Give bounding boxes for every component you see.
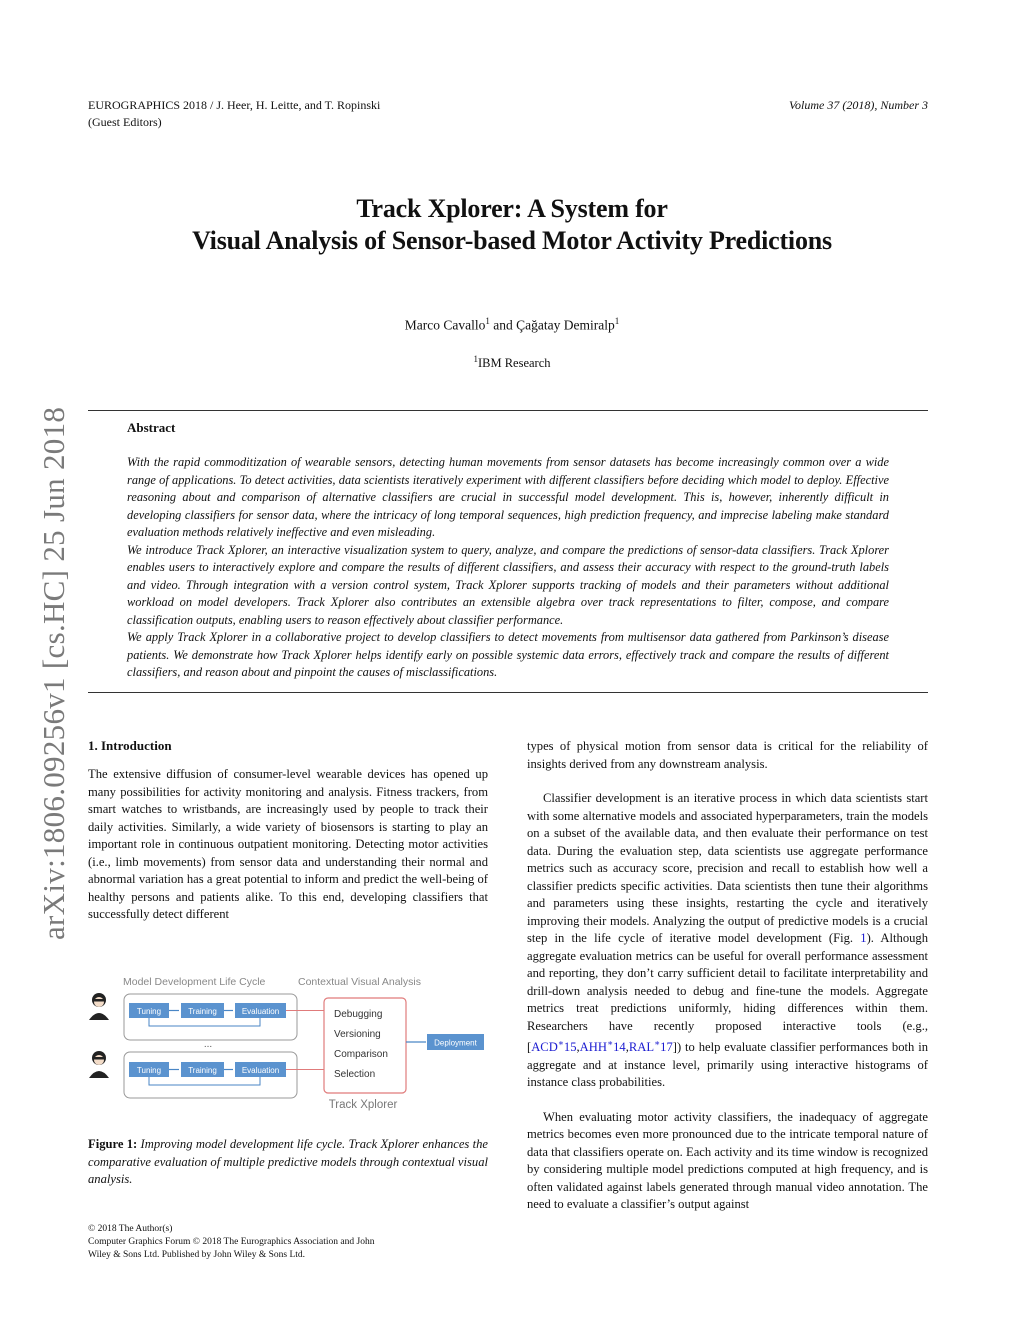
paper-title	[80, 193, 944, 257]
copyright-line: Wiley & Sons Ltd. Published by John Wiley & Sons Ltd.	[88, 1250, 306, 1260]
comparison-label: Comparison	[334, 1049, 388, 1060]
body-paragraph: The extensive diffusion of consumer-level wearable devices has opened up many possibilities for activity monitoring and analysis. Fitness trackers, from smart watches to wristbands, are increasingly used by people to track their daily activities. Similarly, a wide variety of biosensors is starting to play an important role in continuous outpatient monitoring. Detecting motor activities (i.e., limb movements) from sensor data and understanding their normal and abnormal variation has a great potential to inform and predict the well-being of healthy persons and patients alike. To this end, developing classifiers that successfully detect different	[88, 767, 488, 921]
evaluation-label: Evaluation	[241, 1066, 280, 1075]
abstract-paragraph: We apply Track Xplorer in a collaborative project to develop classifiers to detect movements from multisensor data gathered from Parkinson’s disease patients. We demonstrate how Track Xplorer helps identify early on possible systemic data errors, effectively track and compare the results of different classifiers, and reason about and pinpoint the causes of misclassifications.	[127, 630, 889, 679]
affiliation-marker: 1	[614, 316, 620, 326]
affiliation-marker: 1	[473, 354, 478, 364]
author-name: Marco Cavallo	[404, 317, 486, 333]
training-label: Training	[188, 1066, 217, 1075]
copyright-line: © 2018 The Author(s)	[88, 1224, 173, 1234]
affiliation-marker: 1	[485, 316, 490, 326]
versioning-label: Versioning	[334, 1029, 381, 1040]
user-icon	[89, 993, 109, 1020]
debugging-label: Debugging	[334, 1009, 383, 1020]
deployment-label: Deployment	[434, 1038, 477, 1048]
body-paragraph: Classifier development is an iterative process in which data scientists start with some alternative models and associated hyperparameters, train the models on a subset of the available data, and then evaluate their performance on test data. During the evaluation step, data scientists use aggregate performance metrics such as accuracy score, precision and recall to establish how well a classifier predicts specific activities. Data scientists then tune their algorithms and parameters using these insights, restarting the cycle and iteratively improving their models. Analyzing the output of predictive models is a crucial step in the life cycle of iterative model development (Fig. 1). Although aggregate evaluation metrics can be useful for overall performance assessment and reporting, they don’t carry sufficient detail to facilitate interpretability and drill-down analysis needed to debug and fine-tune the models. Aggregate metrics treat predictions uniformly, hiding differences within them. Researchers have recently proposed interactive tools (e.g., [ACD∗15,AHH∗14,RAL∗17]) to help evaluate classifier performances both in aggregate and at instance level, primarily using interactive histograms of instance class probabilities.	[527, 791, 929, 1090]
arxiv-stamp: arXiv:1806.09256v1 [cs.HC] 25 Jun 2018	[36, 406, 71, 940]
track-xplorer-label: Track Xplorer	[328, 1099, 398, 1111]
loop-arrow	[149, 1018, 260, 1026]
user-icon	[89, 1051, 109, 1078]
figure-1-diagram	[86, 966, 490, 1124]
loop-arrow	[149, 1077, 260, 1085]
selection-label: Selection	[334, 1069, 376, 1080]
body-text: ). Although aggregate evaluation metrics can be useful for overall performance assessment and reporting, they don’t carry sufficient detail to facilitate interpretability and drill-down analysis needed to debug and fine-tune the models. Aggregate metrics treat predictions uniformly, hiding differences within them. Researchers have recently proposed interactive tools (e.g., [	[527, 931, 929, 1055]
citation-link[interactable]: RAL∗17	[628, 1038, 673, 1055]
body-text: ]) to help evaluate classifier performances both in aggregate and at instance level, primarily using interactive histograms of instance class probabilities.	[527, 1040, 928, 1090]
header-venue: EUROGRAPHICS 2018 / J. Heer, H. Leitte, and T. Ropinski	[88, 98, 381, 112]
caption-label: Figure 1:	[88, 1137, 138, 1151]
evaluation-label: Evaluation	[241, 1007, 280, 1016]
abstract-body	[127, 454, 889, 682]
citation-link[interactable]: AHH∗14	[579, 1038, 626, 1055]
author-name: Çağatay Demiralp	[516, 317, 615, 333]
citation-link[interactable]: ACD∗15	[531, 1038, 577, 1055]
citation-key: AHH	[579, 1040, 607, 1055]
citation-year: 15	[563, 1040, 577, 1055]
citation-key: RAL	[628, 1040, 655, 1055]
affiliation-name: IBM Research	[477, 356, 551, 371]
header-editors: (Guest Editors)	[88, 115, 162, 129]
copyright-line: Computer Graphics Forum © 2018 The Eurographics Association and John	[88, 1237, 375, 1247]
author-conjunction: and	[489, 317, 517, 333]
affiliation	[80, 354, 944, 371]
right-column	[527, 738, 928, 1214]
author-list	[80, 316, 944, 334]
abstract-paragraph: We introduce Track Xplorer, an interactive visualization system to query, analyze, and compare the predictions of sensor-data classifiers. Track Xplorer enables users to interactively explore and compare the results of different classifiers, and assess their accuracy with respect to the ground-truth labels and video. Through integration with a version control system, Track Xplorer supports tracking of models and their parameters without additional workload on model developers. Track Xplorer also contributes an extensible algebra over track representations to filter, compose, and compare classification outputs, enabling users to reason effectively about classifier performance.	[127, 542, 889, 627]
divider	[88, 410, 928, 411]
body-paragraph: types of physical motion from sensor data is critical for the reliability of insights derived from any downstream analysis.	[527, 739, 928, 771]
copyright-footer	[88, 1223, 408, 1262]
citation-key: ACD	[531, 1040, 558, 1055]
header-volume: Volume 37 (2018), Number 3	[789, 98, 928, 112]
intro-text	[88, 766, 488, 924]
title-line-1: Track Xplorer: A System for	[356, 194, 668, 223]
training-label: Training	[188, 1007, 217, 1016]
title-line-2: Visual Analysis of Sensor-based Motor Activity Predictions	[192, 226, 832, 255]
tuning-label: Tuning	[136, 1007, 162, 1016]
figure-reference-link[interactable]: 1	[860, 931, 867, 945]
abstract-paragraph: With the rapid commoditization of wearable sensors, detecting human movements from sensor datasets has become increasingly common over a wide range of applications. To detect activities, data scientists iteratively experiment with different classifiers before deciding which model to deploy. Effective reasoning about and comparison of alternative classifiers are crucial in successful model development. This is, however, inherently difficult in developing classifiers for sensor data, where the intricacy of long temporal sequences, high prediction frequency, and imprecise labeling make standard evaluation methods relatively ineffective and even misleading.	[127, 455, 889, 539]
ellipsis: ...	[203, 1039, 213, 1050]
lifecycle-label: Model Development Life Cycle	[123, 976, 266, 988]
tuning-label: Tuning	[136, 1066, 162, 1075]
citation-year: 17	[660, 1040, 673, 1055]
section-heading: 1. Introduction	[88, 738, 172, 753]
divider	[88, 692, 928, 693]
contextual-label: Contextual Visual Analysis	[298, 976, 421, 988]
abstract-heading: Abstract	[127, 420, 176, 435]
body-paragraph: When evaluating motor activity classifiers, the inadequacy of aggregate metrics becomes even more pronounced due to the intricate temporal nature of data that classifiers operate on. Each activity and its time window is recognized by considering multiple model predictions computed at high frequency, and is often validated against labels generated through manual video annotation. The need to evaluate a classifier’s output against	[527, 1109, 928, 1212]
citation-year: 14	[613, 1040, 626, 1055]
figure-caption	[88, 1136, 488, 1189]
caption-text: Improving model development life cycle. Track Xplorer enhances the comparative evaluation of multiple predictive models through contextual visual analysis.	[88, 1137, 488, 1186]
journal-header	[88, 97, 508, 131]
body-text: Classifier development is an iterative process in which data scientists start with some alternative models and associated hyperparameters, train the models on a subset of the available data, and then evaluate their performance on test data. During the evaluation step, data scientists use aggregate performance metrics such as accuracy score, precision and recall to establish how well a classifier predicts specific activities. Data scientists then tune their algorithms and parameters using these insights, restarting the cycle and iteratively improving their models. Analyzing the output of predictive models is a crucial step in the life cycle of iterative model development (Fig.	[527, 791, 928, 945]
